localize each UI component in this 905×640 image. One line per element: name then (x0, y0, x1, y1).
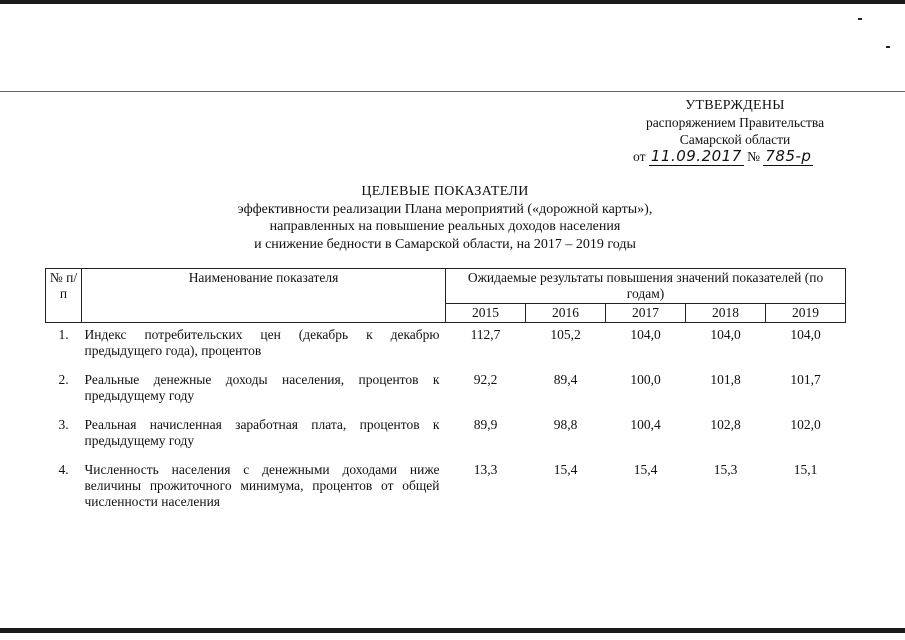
scan-speck (858, 18, 862, 20)
table-row (46, 413, 846, 458)
value-cell: 104,0 (710, 327, 741, 342)
row-number: 4. (58, 462, 69, 477)
approval-date-line (633, 148, 845, 165)
value-cell: 105,2 (550, 327, 581, 342)
indicator-name: Индекс потребительских цен (декабрь к декабрю предыдущего года), процентов (84, 327, 440, 358)
approval-stamp-block (625, 97, 845, 165)
value-cell: 13,3 (473, 462, 498, 477)
value-cell: 102,8 (710, 417, 741, 432)
value-cell: 89,4 (553, 372, 578, 387)
row-number: 3. (58, 417, 69, 432)
value-cell: 104,0 (790, 327, 821, 342)
value-cell: 100,4 (630, 417, 661, 432)
indicator-name: Реальная начисленная заработная плата, процентов к предыдущему году (84, 417, 440, 448)
date-prefix: от (633, 149, 646, 164)
row-number: 2. (58, 372, 69, 387)
title-line-4: и снижение бедности в Самарской области, на 2017 – 2019 годы (254, 236, 636, 252)
value-cell: 102,0 (790, 417, 821, 432)
header-year: 2017 (606, 304, 686, 323)
title-line-2: эффективности реализации Плана мероприятий («дорожной карты»), (237, 201, 653, 217)
header-number: № п/п (46, 269, 82, 323)
value-cell: 100,0 (630, 372, 661, 387)
title-line-3: направленных на повышение реальных доходов населения (269, 219, 621, 234)
row-number: 1. (58, 327, 69, 342)
value-cell: 89,9 (473, 417, 498, 432)
header-year: 2018 (686, 304, 766, 323)
page-divider (0, 91, 905, 92)
value-cell: 15,3 (713, 462, 738, 477)
number-prefix: № (747, 149, 761, 164)
value-cell: 15,4 (553, 462, 578, 477)
value-cell: 101,8 (710, 372, 741, 387)
handwritten-number: 785-р (765, 147, 812, 165)
header-year: 2016 (526, 304, 606, 323)
value-cell: 112,7 (470, 327, 501, 342)
title-line-1: ЦЕЛЕВЫЕ ПОКАЗАТЕЛИ (361, 184, 529, 199)
approval-line-1: распоряжением Правительства (645, 115, 825, 130)
value-cell: 104,0 (630, 327, 661, 342)
document-title (100, 183, 790, 253)
table-row (46, 368, 846, 413)
value-cell: 98,8 (553, 417, 578, 432)
table-row (46, 323, 846, 369)
approval-line-2: Самарской области (679, 132, 791, 147)
scan-speck (886, 46, 890, 48)
indicators-table (45, 268, 846, 519)
header-year: 2015 (446, 304, 526, 323)
indicator-name: Реальные денежные доходы населения, процентов к предыдущему году (84, 372, 440, 403)
value-cell: 101,7 (790, 372, 821, 387)
approval-word: УТВЕРЖДЕНЫ (685, 98, 785, 113)
value-cell: 92,2 (473, 372, 498, 387)
header-year: 2019 (766, 304, 846, 323)
scan-top-border (0, 0, 905, 4)
scan-bottom-border (0, 628, 905, 633)
value-cell: 15,4 (633, 462, 658, 477)
header-expected-results: Ожидаемые результаты повышения значений показателей (по годам) (446, 269, 846, 304)
table-row (46, 458, 846, 519)
indicator-name: Численность населения с денежными доходами ниже величины прожиточного минимума, процентов от общей численности населения (84, 462, 440, 509)
value-cell: 15,1 (793, 462, 818, 477)
header-indicator-name: Наименование показателя (82, 269, 446, 323)
handwritten-date: 11.09.2017 (650, 147, 742, 165)
